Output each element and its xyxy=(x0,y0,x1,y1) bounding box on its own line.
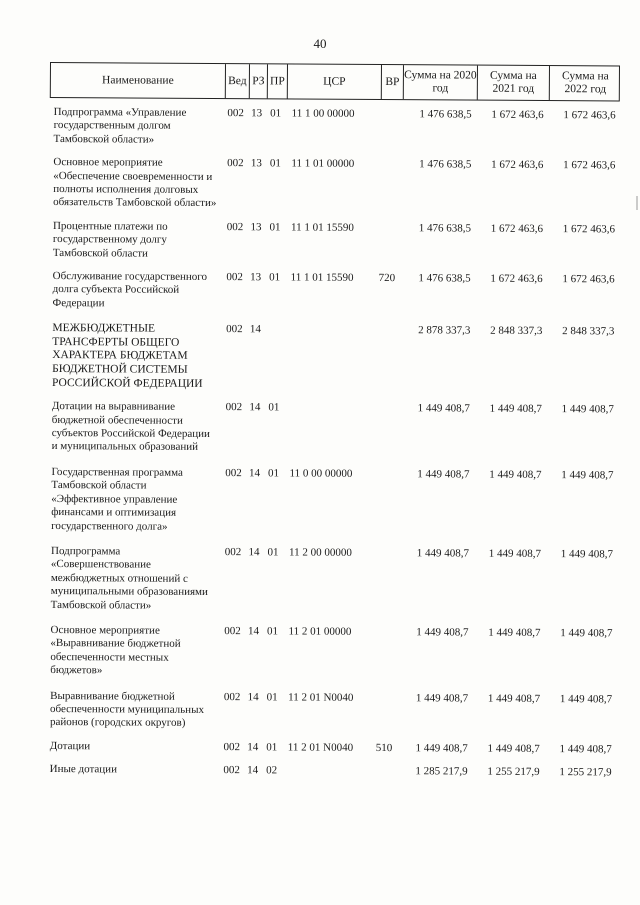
row-vr xyxy=(379,222,401,262)
row-name: Иные дотации xyxy=(49,763,118,776)
row-sum-2021: 1 672 463,6 xyxy=(490,222,544,235)
row-vr: 510 xyxy=(375,741,393,754)
row-csr: 11 2 01 N0040 xyxy=(287,741,354,754)
row-rz: 14 xyxy=(248,467,261,480)
row-rz: 13 xyxy=(251,107,263,120)
row-csr: 11 2 01 N0040 xyxy=(288,691,354,704)
header-name: Наименование xyxy=(102,73,174,87)
row-csr xyxy=(282,765,376,779)
header-vr: ВР xyxy=(381,65,403,99)
row-rz: 14 xyxy=(249,323,261,336)
row-sum-2022: 1 672 463,6 xyxy=(563,159,616,172)
header-sum-2022: Сумма на 2022 год xyxy=(549,66,621,100)
row-name: Процентные платежи по государственному долгу Тамбовской области xyxy=(52,219,168,260)
header-sum-2021: Сумма на 2021 год xyxy=(477,66,549,100)
row-name: Дотации на выравнивание бюджетной обеспеченности субъектов Российской Федерации и муниципальных образований xyxy=(51,400,210,454)
row-ved: 002 xyxy=(224,625,241,638)
row-vr: 720 xyxy=(378,272,396,285)
row-vr xyxy=(376,692,398,732)
row-sum-2020: 1 449 408,7 xyxy=(417,402,470,415)
row-name: Выравнивание бюджетной обеспеченности муниципальных районов (городских округов) xyxy=(49,689,205,730)
row-name: Основное мероприятие «Обеспечение своевременности и полноты исполнения долговых обязательств Тамбовской области» xyxy=(53,156,217,210)
row-sum-2021: 2 848 337,3 xyxy=(490,324,543,338)
row-csr: 11 2 01 00000 xyxy=(288,625,352,638)
table-row xyxy=(48,322,618,393)
row-sum-2021: 1 449 408,7 xyxy=(489,468,542,481)
row-csr: 11 0 00 00000 xyxy=(289,467,353,480)
row-sum-2022: 1 449 408,7 xyxy=(559,742,612,756)
row-name: Подпрограмма «Управление государственным долгом Тамбовской области» xyxy=(53,106,187,146)
row-pr: 01 xyxy=(269,271,281,284)
row-ved: 002 xyxy=(226,323,243,336)
row-vr xyxy=(376,626,398,680)
row-sum-2020: 2 878 337,3 xyxy=(418,324,471,337)
row-csr xyxy=(284,324,378,393)
row-ved: 002 xyxy=(226,220,244,234)
row-sum-2020: 1 285 217,9 xyxy=(415,765,468,778)
row-sum-2022: 1 449 408,7 xyxy=(559,692,613,706)
header-ved: Вед xyxy=(225,64,249,98)
row-csr: 11 1 01 15590 xyxy=(290,271,354,284)
table-row xyxy=(46,624,616,681)
row-pr xyxy=(264,324,284,392)
table-row xyxy=(46,763,616,780)
row-rz: 14 xyxy=(247,764,259,777)
row-ved: 002 xyxy=(223,740,241,753)
row-sum-2021: 1 449 408,7 xyxy=(487,742,540,755)
row-ved: 002 xyxy=(223,764,240,777)
row-pr: 01 xyxy=(266,690,278,703)
header-pr: ПР xyxy=(267,64,287,98)
row-vr xyxy=(379,158,401,212)
row-ved: 002 xyxy=(223,690,241,703)
row-name: Подпрограмма «Совершенствование межбюджетных отношений с муниципальными образованиями Тамбовской области» xyxy=(50,544,208,612)
row-ved: 002 xyxy=(227,157,244,170)
row-vr xyxy=(377,468,399,535)
row-rz: 14 xyxy=(247,740,259,754)
row-name: Обслуживание государственного долга субъекта Российской Федерации xyxy=(52,270,208,310)
row-sum-2020: 1 449 408,7 xyxy=(415,742,468,755)
row-pr: 01 xyxy=(269,221,281,234)
table-header xyxy=(50,62,620,101)
budget-table xyxy=(46,62,620,780)
table-row xyxy=(48,400,618,457)
row-sum-2021: 1 672 463,6 xyxy=(491,108,544,122)
row-sum-2020: 1 476 638,5 xyxy=(419,108,472,121)
row-sum-2020: 1 449 408,7 xyxy=(415,691,469,705)
table-row xyxy=(49,156,619,213)
row-vr xyxy=(377,547,399,614)
row-sum-2020: 1 449 408,7 xyxy=(417,468,470,481)
row-rz: 13 xyxy=(250,221,262,234)
row-rz: 14 xyxy=(249,401,261,414)
row-pr: 01 xyxy=(266,625,279,638)
row-vr xyxy=(376,765,398,779)
row-pr: 01 xyxy=(269,157,281,170)
table-row xyxy=(47,545,617,616)
row-pr: 02 xyxy=(266,764,278,777)
row-sum-2021: 1 255 217,9 xyxy=(487,765,540,779)
row-csr: 11 2 00 00000 xyxy=(288,546,352,559)
row-pr: 01 xyxy=(268,401,280,414)
row-sum-2021: 1 672 463,6 xyxy=(491,158,544,172)
row-name: Дотации xyxy=(49,739,91,753)
scan-edge-mark xyxy=(636,196,638,210)
row-csr: 11 1 01 00000 xyxy=(291,157,355,171)
row-sum-2022: 1 672 463,6 xyxy=(563,109,616,122)
row-sum-2021: 1 449 408,7 xyxy=(487,692,541,705)
row-sum-2022: 1 449 408,7 xyxy=(561,403,614,416)
row-ved: 002 xyxy=(225,466,242,480)
header-sum-2020: Сумма на 2020 год xyxy=(403,65,477,99)
row-csr: 11 1 00 00000 xyxy=(291,107,355,120)
table-row xyxy=(49,220,619,264)
row-rz: 14 xyxy=(248,546,260,559)
table-row xyxy=(47,466,617,537)
row-sum-2021: 1 449 408,7 xyxy=(488,626,541,639)
table-row xyxy=(46,740,616,757)
row-sum-2022: 1 449 408,7 xyxy=(560,548,614,561)
row-sum-2020: 1 476 638,5 xyxy=(418,272,471,285)
row-sum-2020: 1 476 638,5 xyxy=(419,158,472,171)
row-sum-2022: 1 449 408,7 xyxy=(561,469,614,482)
row-rz: 14 xyxy=(247,625,260,638)
row-rz: 13 xyxy=(250,157,262,170)
row-pr: 01 xyxy=(267,467,280,480)
row-sum-2022: 1 449 408,7 xyxy=(560,627,613,640)
row-vr xyxy=(378,402,400,456)
row-sum-2022: 1 672 463,6 xyxy=(562,222,616,236)
row-sum-2021: 1 672 463,6 xyxy=(490,272,543,286)
row-ved: 002 xyxy=(227,107,244,120)
table-row xyxy=(49,106,619,150)
row-ved: 002 xyxy=(224,545,242,559)
row-pr: 01 xyxy=(270,107,282,120)
row-sum-2021: 1 449 408,7 xyxy=(489,402,542,416)
table-row xyxy=(46,690,616,734)
row-sum-2022: 1 672 463,6 xyxy=(562,273,615,286)
row-vr xyxy=(378,324,400,392)
header-rz: РЗ xyxy=(249,64,267,98)
page-number: 40 xyxy=(313,36,327,51)
row-rz: 13 xyxy=(250,271,262,284)
row-pr: 01 xyxy=(267,546,279,559)
row-name: МЕЖБЮДЖЕТНЫЕ ТРАНСФЕРТЫ ОБЩЕГО ХАРАКТЕРА БЮДЖЕТАМ БЮДЖЕТНОЙ СИСТЕМЫ РОССИЙСКОЙ ФЕДЕРАЦИИ xyxy=(52,322,203,390)
row-csr: 11 1 01 15590 xyxy=(290,221,354,234)
table-row xyxy=(48,270,618,314)
row-csr xyxy=(284,402,378,456)
row-ved: 002 xyxy=(225,401,243,414)
table-body xyxy=(46,106,620,780)
row-rz: 14 xyxy=(247,690,259,703)
row-ved: 002 xyxy=(226,271,243,284)
row-sum-2022: 1 255 217,9 xyxy=(559,766,612,779)
row-sum-2020: 1 476 638,5 xyxy=(418,222,472,235)
row-name: Государственная программа Тамбовской области «Эффективное управление финансами и оптимизация государственного долга» xyxy=(51,465,183,533)
row-pr: 01 xyxy=(266,741,278,754)
row-sum-2022: 2 848 337,3 xyxy=(562,325,615,338)
header-csr: ЦСР xyxy=(287,64,381,99)
row-sum-2021: 1 449 408,7 xyxy=(488,547,542,560)
row-name: Основное мероприятие «Выравнивание бюджетной обеспеченности местных бюджетов» xyxy=(50,623,181,677)
row-sum-2020: 1 449 408,7 xyxy=(416,626,469,639)
row-vr xyxy=(379,108,401,148)
row-sum-2020: 1 449 408,7 xyxy=(416,547,470,560)
